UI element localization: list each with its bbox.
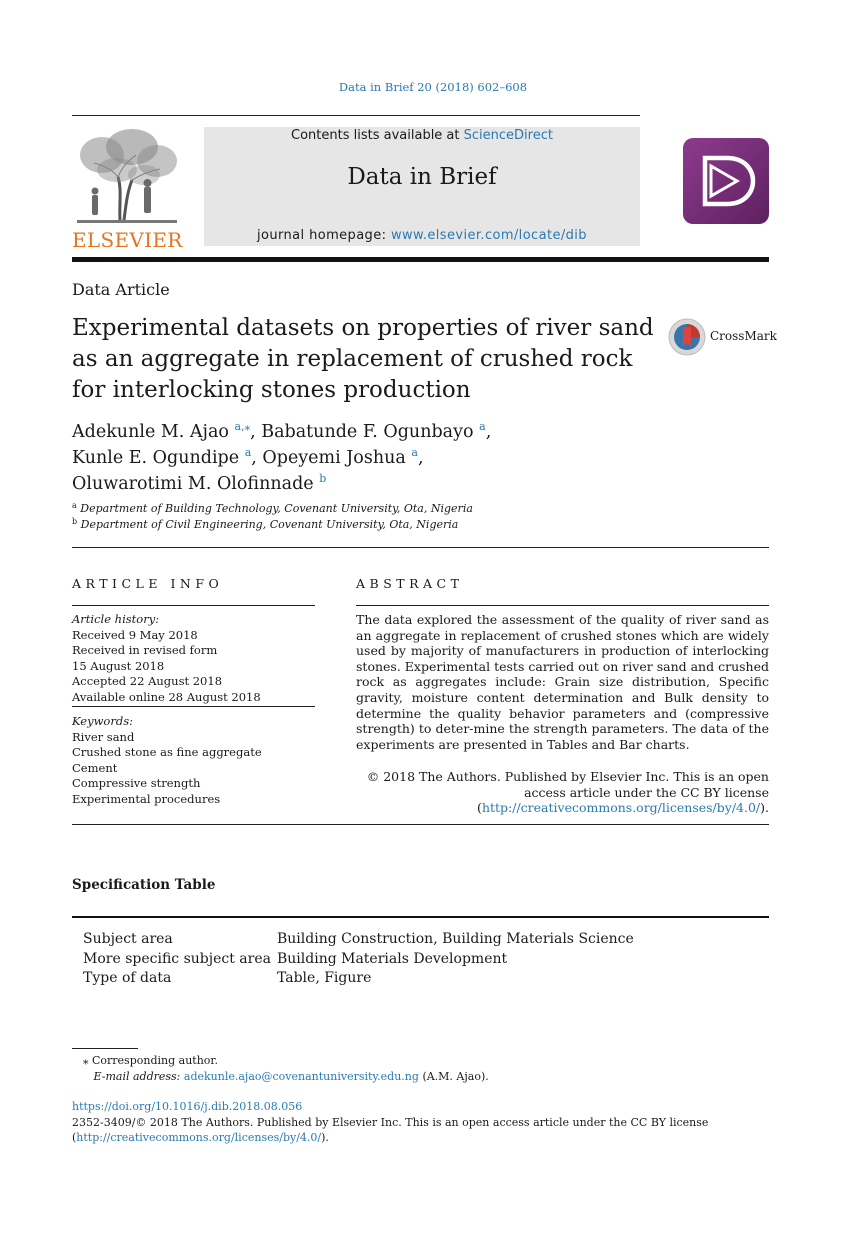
- table-row: [83, 969, 634, 989]
- license-line: [72, 1130, 708, 1146]
- keyword-item: Compressive strength: [72, 776, 201, 790]
- affiliations: [72, 501, 672, 533]
- abstract-rule: [356, 605, 769, 606]
- footnote-rule: [72, 1048, 138, 1049]
- publisher-name: ELSEVIER: [72, 228, 183, 252]
- article-title: Experimental datasets on properties of river sand as an aggregate in replacement of crushed rock for interlocking stones production: [72, 315, 654, 403]
- affiliation-mark: b: [72, 517, 78, 526]
- abstract-copyright: [356, 769, 769, 816]
- author-name: Oluwarotimi M. Olofinnade: [72, 474, 314, 494]
- homepage-prefix: journal homepage:: [257, 228, 387, 243]
- article-info-heading: ARTICLE INFO: [72, 576, 224, 591]
- paren: ).: [321, 1131, 329, 1144]
- keyword-item: Crushed stone as fine aggregate: [72, 745, 262, 759]
- affiliation-item: [72, 517, 672, 533]
- history-line: Accepted 22 August 2018: [72, 674, 223, 688]
- abstract-heading: ABSTRACT: [356, 576, 464, 591]
- specification-table: [83, 930, 634, 989]
- section-rule: [72, 547, 769, 548]
- history-line: Received in revised form: [72, 643, 218, 657]
- spec-key: Subject area: [83, 931, 173, 947]
- sciencedirect-link[interactable]: ScienceDirect: [463, 128, 553, 143]
- keyword-item: River sand: [72, 729, 135, 744]
- paren: ).: [760, 800, 769, 816]
- copyright-line: access article under the CC BY license: [524, 784, 769, 800]
- keyword-item: Experimental procedures: [72, 791, 221, 806]
- author-separator: ,: [417, 448, 424, 468]
- license-link[interactable]: http://creativecommons.org/licenses/by/4.0/: [481, 800, 761, 816]
- author-affiliation-mark[interactable]: a: [244, 446, 252, 459]
- author-affiliation-mark[interactable]: a: [411, 446, 418, 459]
- spec-value: Table, Figure: [277, 970, 372, 986]
- abstract-text: The data explored the assessment of the quality of river sand as an aggregate in replacement of crushed stones which are widely used by majority of manufacturers in production of interlocking stones. Experimental tests carried out on river sand and crushed rock as aggregates include: Grain size distribution, Specific gravity, moisture content determination and Bulk density to determine the quality behavior parameters and (compressive strength) to deter-mine the strength parameters. The data of the experiments are presented in Tables and Bar charts.: [356, 612, 769, 752]
- journal-reference[interactable]: Data in Brief 20 (2018) 602–608: [338, 80, 528, 94]
- author-name: Adekunle M. Ajao: [72, 422, 229, 442]
- article-info-rule: [72, 706, 315, 707]
- history-line: Received 9 May 2018: [72, 627, 198, 642]
- specification-table-heading: Specification Table: [72, 877, 216, 893]
- article-type: Data Article: [72, 280, 170, 299]
- article-info-rule: [72, 605, 315, 606]
- affiliation-mark: a: [72, 501, 77, 510]
- spec-key: More specific subject area: [83, 950, 271, 967]
- keyword-item: Cement: [72, 760, 118, 775]
- author-separator: ,: [251, 448, 263, 468]
- crossmark-label[interactable]: CrossMark: [710, 329, 777, 343]
- paren: (: [72, 1131, 77, 1144]
- corresponding-author-note: ⁎ Corresponding author.: [83, 1054, 218, 1067]
- footnote: [83, 1053, 489, 1085]
- affiliation-item: [72, 501, 672, 517]
- author-name: Opeyemi Joshua: [262, 448, 406, 468]
- specification-table-rule: [72, 916, 769, 918]
- affiliation-text: Department of Civil Engineering, Covenant University, Ota, Nigeria: [80, 518, 459, 531]
- table-row: [83, 930, 634, 950]
- journal-title: Data in Brief: [347, 164, 497, 190]
- spec-value: Building Materials Development: [277, 950, 508, 967]
- article-history-title: Article history:: [72, 612, 160, 626]
- copyright-line: © 2018 The Authors. Published by Elsevier Inc. This is an open: [366, 769, 769, 784]
- table-row: [83, 950, 634, 970]
- contents-prefix: Contents lists available at: [291, 128, 460, 143]
- article-history: [72, 612, 261, 705]
- author-separator: ,: [485, 422, 492, 442]
- keywords-title: Keywords:: [72, 714, 133, 728]
- header-rule-thick: [72, 257, 769, 262]
- homepage-line: [204, 228, 640, 243]
- author-name: Babatunde F. Ogunbayo: [261, 422, 474, 442]
- email-owner: (A.M. Ajao).: [422, 1070, 489, 1083]
- publication-info: [72, 1099, 708, 1146]
- email-link[interactable]: adekunle.ajao@covenantuniversity.edu.ng: [183, 1070, 419, 1083]
- author-name: Kunle E. Ogundipe: [72, 448, 240, 468]
- license-line: [356, 800, 769, 816]
- doi-link[interactable]: https://doi.org/10.1016/j.dib.2018.08.056: [72, 1100, 303, 1113]
- license-link[interactable]: http://creativecommons.org/licenses/by/4.0/: [76, 1131, 322, 1144]
- section-rule: [72, 824, 769, 825]
- email-label: E-mail address:: [93, 1070, 181, 1083]
- contents-line: [204, 128, 640, 143]
- email-line: [83, 1069, 489, 1085]
- author-affiliation-mark[interactable]: a: [479, 420, 486, 433]
- history-line: 15 August 2018: [72, 658, 165, 673]
- issn-line: 2352-3409/© 2018 The Authors. Published by Elsevier Inc. This is an open access article under the CC BY license: [72, 1115, 709, 1129]
- author-separator: ,: [250, 422, 262, 442]
- history-line: Available online 28 August 2018: [72, 689, 261, 704]
- spec-value: Building Construction, Building Materials Science: [277, 931, 634, 947]
- keywords: [72, 714, 262, 807]
- paren: (: [477, 800, 482, 816]
- author-affiliation-mark[interactable]: a,⁎: [234, 420, 251, 433]
- header-rule: [72, 115, 640, 116]
- homepage-link[interactable]: www.elsevier.com/locate/dib: [390, 228, 587, 243]
- author-affiliation-mark[interactable]: b: [319, 472, 327, 485]
- author-list: [72, 419, 592, 497]
- affiliation-text: Department of Building Technology, Covenant University, Ota, Nigeria: [80, 502, 473, 515]
- spec-key: Type of data: [83, 970, 172, 986]
- data-in-brief-logo-icon: [683, 138, 769, 224]
